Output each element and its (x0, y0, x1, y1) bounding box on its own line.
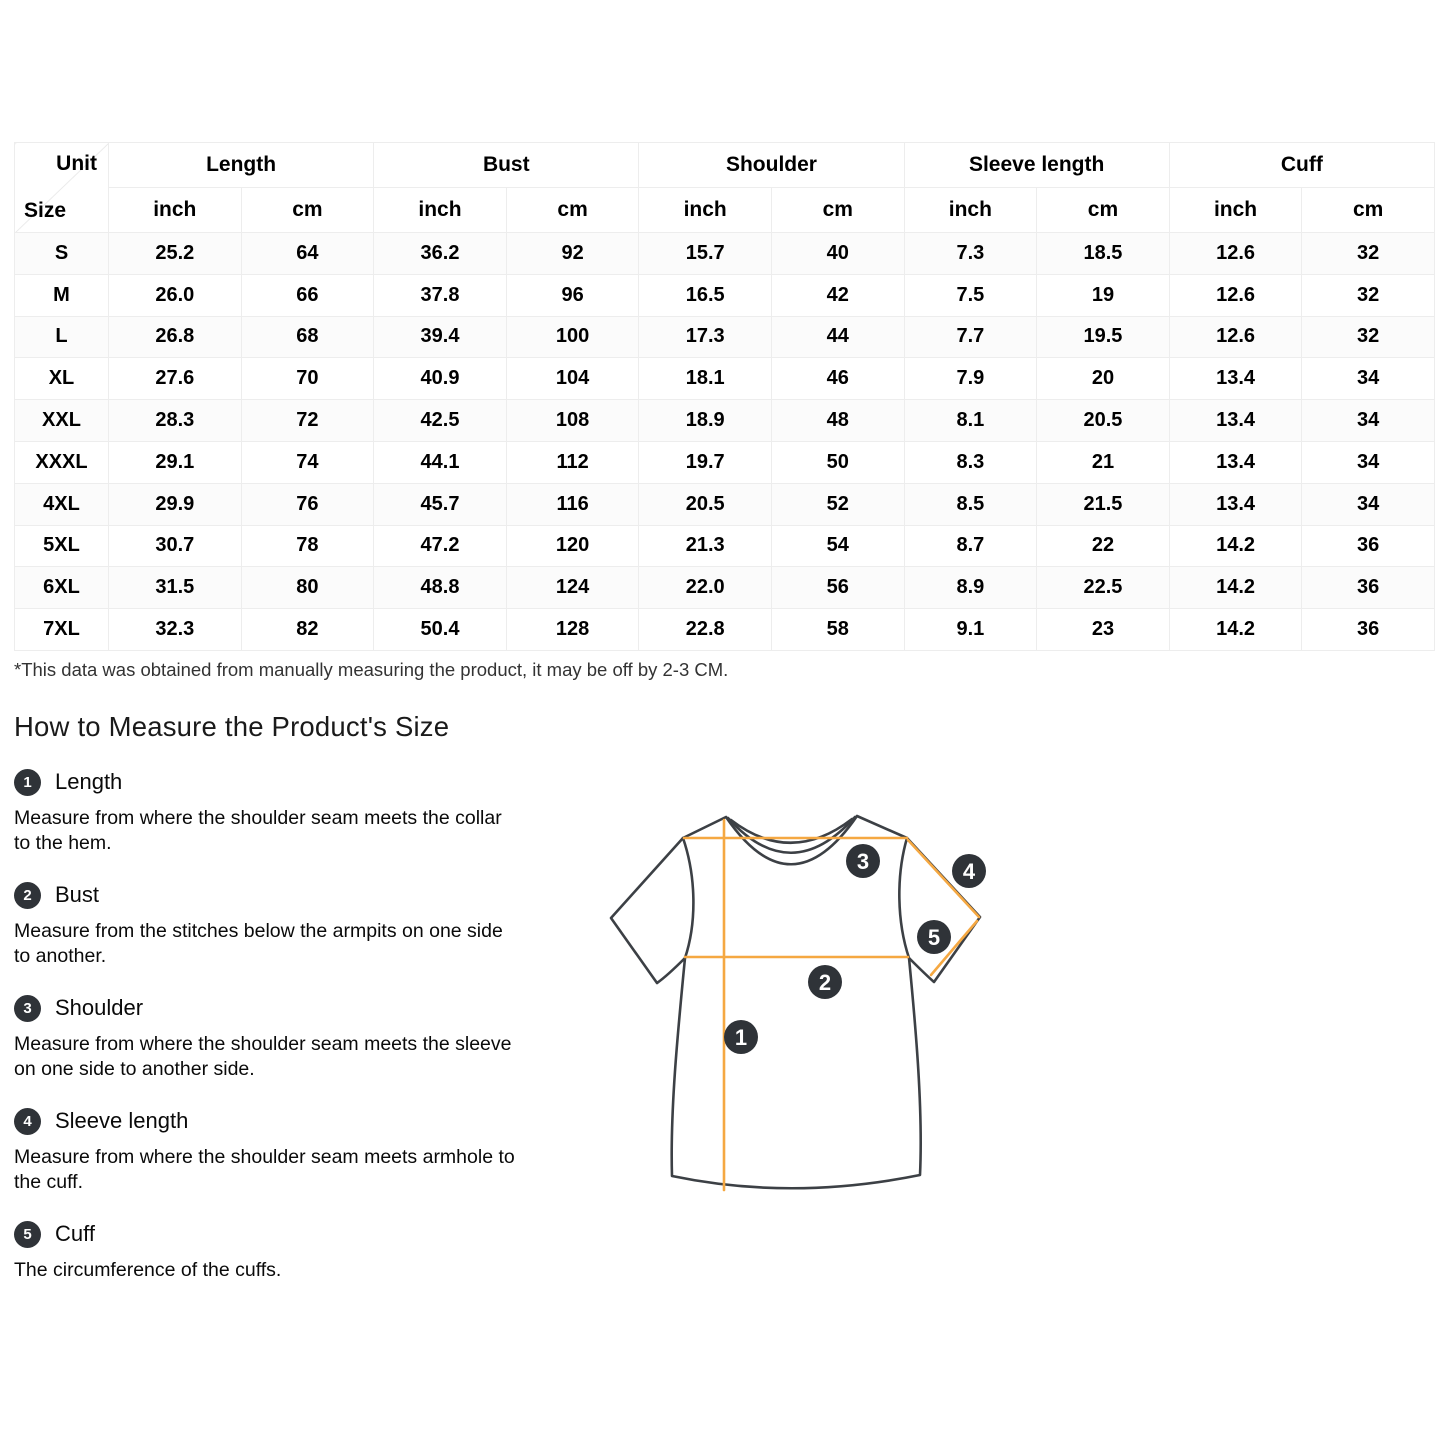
unit-header: inch (109, 188, 242, 233)
measurement-cell: 15.7 (639, 233, 772, 275)
measurement-cell: 16.5 (639, 274, 772, 316)
measurement-cell: 26.8 (109, 316, 242, 358)
measurement-cell: 21.3 (639, 525, 772, 567)
size-label: XL (15, 358, 109, 400)
measurement-cell: 27.6 (109, 358, 242, 400)
size-label: L (15, 316, 109, 358)
measurement-cell: 19.5 (1037, 316, 1170, 358)
unit-header: inch (1169, 188, 1302, 233)
measurement-cell: 36 (1302, 609, 1435, 651)
measurement-cell: 7.5 (904, 274, 1037, 316)
measure-item-description: The circumference of the cuffs. (14, 1259, 282, 1281)
measurement-cell: 54 (771, 525, 904, 567)
unit-header: inch (639, 188, 772, 233)
measurement-cell: 45.7 (374, 483, 507, 525)
measurement-cell: 40 (771, 233, 904, 275)
measurement-disclaimer: *This data was obtained from manually measuring the product, it may be off by 2-3 CM. (14, 659, 729, 680)
measurement-cell: 21 (1037, 441, 1170, 483)
tshirt-outline-icon (611, 816, 980, 1188)
badge-1-number: 1 (734, 1025, 748, 1050)
measurement-cell: 78 (241, 525, 374, 567)
measurement-cell: 36 (1302, 525, 1435, 567)
measurement-cell: 31.5 (109, 567, 242, 609)
measurement-cell: 46 (771, 358, 904, 400)
how-to-measure-heading: How to Measure the Product's Size (14, 711, 450, 742)
measurement-cell: 34 (1302, 400, 1435, 442)
size-label: XXL (15, 400, 109, 442)
size-label: 7XL (15, 609, 109, 651)
table-row (15, 525, 1435, 567)
measurement-cell: 34 (1302, 441, 1435, 483)
measure-item-label: Length (55, 769, 123, 794)
badge-2-number: 2 (818, 970, 832, 995)
table-row (15, 609, 1435, 651)
numbered-badge-icon: 3 (14, 995, 41, 1022)
corner-unit-label: Unit (56, 152, 97, 175)
measurement-cell: 76 (241, 483, 374, 525)
measurement-cell: 22.0 (639, 567, 772, 609)
measurement-cell: 26.0 (109, 274, 242, 316)
table-row (15, 441, 1435, 483)
measurement-cell: 104 (506, 358, 639, 400)
measure-instructions-list (14, 766, 534, 1306)
measurement-cell: 52 (771, 483, 904, 525)
table-row (15, 316, 1435, 358)
measure-item-title (14, 1105, 534, 1137)
table-row (15, 400, 1435, 442)
measurement-cell: 21.5 (1037, 483, 1170, 525)
measurement-cell: 66 (241, 274, 374, 316)
measurement-cell: 20 (1037, 358, 1170, 400)
size-label: 6XL (15, 567, 109, 609)
measurement-cell: 17.3 (639, 316, 772, 358)
measure-instruction-item (14, 1105, 534, 1195)
table-row (15, 358, 1435, 400)
measurement-cell: 50 (771, 441, 904, 483)
measure-instruction-item (14, 766, 534, 856)
measure-item-label: Bust (55, 882, 100, 907)
measure-instruction-item (14, 992, 534, 1082)
measurement-cell: 14.2 (1169, 567, 1302, 609)
measurement-cell: 47.2 (374, 525, 507, 567)
numbered-badge-icon: 5 (14, 1221, 41, 1248)
measurement-cell: 48.8 (374, 567, 507, 609)
measure-item-description: Measure from where the shoulder seam meets the collar to the hem. (14, 807, 502, 854)
measurement-cell: 29.1 (109, 441, 242, 483)
measurement-cell: 56 (771, 567, 904, 609)
measure-item-title (14, 1218, 534, 1250)
measurement-cell: 44.1 (374, 441, 507, 483)
measurement-cell: 7.9 (904, 358, 1037, 400)
measurement-cell: 74 (241, 441, 374, 483)
measure-item-title (14, 879, 534, 911)
measurement-cell: 12.6 (1169, 316, 1302, 358)
measurement-cell: 50.4 (374, 609, 507, 651)
table-row (15, 233, 1435, 275)
measurement-cell: 34 (1302, 358, 1435, 400)
measurement-cell: 48 (771, 400, 904, 442)
measurement-cell: 70 (241, 358, 374, 400)
measurement-cell: 23 (1037, 609, 1170, 651)
measurement-cell: 7.7 (904, 316, 1037, 358)
measurement-cell: 124 (506, 567, 639, 609)
measurement-cell: 19 (1037, 274, 1170, 316)
column-group-cuff: Cuff (1169, 143, 1434, 188)
measurement-cell: 42 (771, 274, 904, 316)
measurement-cell: 120 (506, 525, 639, 567)
corner-size-label: Size (24, 199, 67, 222)
measurement-cell: 8.5 (904, 483, 1037, 525)
measurement-cell: 82 (241, 609, 374, 651)
unit-header: cm (1037, 188, 1170, 233)
measure-instruction-item (14, 879, 534, 969)
unit-header: cm (1302, 188, 1435, 233)
measurement-cell: 29.9 (109, 483, 242, 525)
unit-header: cm (506, 188, 639, 233)
size-label: 5XL (15, 525, 109, 567)
measure-item-description: Measure from where the shoulder seam meets the sleeve on one side to another side. (14, 1033, 512, 1080)
measurement-cell: 96 (506, 274, 639, 316)
measurement-cell: 39.4 (374, 316, 507, 358)
measure-item-description: Measure from the stitches below the armpits on one side to another. (14, 920, 503, 967)
measurement-cell: 20.5 (639, 483, 772, 525)
measurement-cell: 36 (1302, 567, 1435, 609)
measurement-cell: 42.5 (374, 400, 507, 442)
measurement-cell: 72 (241, 400, 374, 442)
measurement-cell: 80 (241, 567, 374, 609)
unit-header: cm (241, 188, 374, 233)
measurement-cell: 9.1 (904, 609, 1037, 651)
measurement-cell: 32 (1302, 233, 1435, 275)
measurement-cell: 13.4 (1169, 358, 1302, 400)
size-table-body (15, 233, 1435, 651)
measurement-cell: 34 (1302, 483, 1435, 525)
measurement-cell: 28.3 (109, 400, 242, 442)
measurement-cell: 112 (506, 441, 639, 483)
measurement-cell: 68 (241, 316, 374, 358)
measurement-cell: 7.3 (904, 233, 1037, 275)
measurement-cell: 36.2 (374, 233, 507, 275)
measurement-cell: 108 (506, 400, 639, 442)
measurement-cell: 12.6 (1169, 274, 1302, 316)
measurement-cell: 44 (771, 316, 904, 358)
corner-unit-size-cell (15, 143, 109, 233)
measurement-cell: 19.7 (639, 441, 772, 483)
unit-header: inch (374, 188, 507, 233)
numbered-badge-icon: 4 (14, 1108, 41, 1135)
measurement-cell: 14.2 (1169, 525, 1302, 567)
badge-5-number: 5 (927, 925, 941, 950)
measurement-cell: 64 (241, 233, 374, 275)
measurement-cell: 13.4 (1169, 441, 1302, 483)
numbered-badge-icon: 2 (14, 882, 41, 909)
measurement-cell: 12.6 (1169, 233, 1302, 275)
measure-item-label: Cuff (55, 1221, 95, 1246)
measure-item-title (14, 992, 534, 1024)
measure-item-label: Shoulder (55, 995, 144, 1020)
measurement-cell: 37.8 (374, 274, 507, 316)
measurement-cell: 116 (506, 483, 639, 525)
measurement-cell: 18.1 (639, 358, 772, 400)
measurement-cell: 58 (771, 609, 904, 651)
unit-header-row (15, 188, 1435, 233)
size-label: S (15, 233, 109, 275)
table-row (15, 483, 1435, 525)
measurement-cell: 18.5 (1037, 233, 1170, 275)
unit-header: inch (904, 188, 1037, 233)
measurement-cell: 40.9 (374, 358, 507, 400)
column-group-bust: Bust (374, 143, 639, 188)
measurement-cell: 22 (1037, 525, 1170, 567)
measurement-cell: 100 (506, 316, 639, 358)
measurement-cell: 128 (506, 609, 639, 651)
table-row (15, 274, 1435, 316)
measurement-cell: 14.2 (1169, 609, 1302, 651)
measurement-cell: 92 (506, 233, 639, 275)
numbered-badge-icon: 1 (14, 769, 41, 796)
measurement-cell: 8.9 (904, 567, 1037, 609)
measurement-cell: 32.3 (109, 609, 242, 651)
size-label: XXXL (15, 441, 109, 483)
measurement-cell: 13.4 (1169, 483, 1302, 525)
measurement-cell: 32 (1302, 316, 1435, 358)
measurement-cell: 25.2 (109, 233, 242, 275)
measurement-cell: 18.9 (639, 400, 772, 442)
size-chart-table (14, 142, 1435, 651)
measure-instruction-item (14, 1218, 534, 1283)
unit-header: cm (771, 188, 904, 233)
column-group-shoulder: Shoulder (639, 143, 904, 188)
measurement-cell: 8.7 (904, 525, 1037, 567)
table-row (15, 567, 1435, 609)
size-label: M (15, 274, 109, 316)
badge-4-number: 4 (962, 859, 976, 884)
measurement-cell: 22.8 (639, 609, 772, 651)
measurement-cell: 13.4 (1169, 400, 1302, 442)
measure-item-title (14, 766, 534, 798)
column-group-sleeve-length: Sleeve length (904, 143, 1169, 188)
measure-item-label: Sleeve length (55, 1108, 189, 1133)
badge-3-number: 3 (856, 849, 870, 874)
tshirt-measurement-diagram (560, 780, 1020, 1240)
measure-item-description: Measure from where the shoulder seam meets armhole to the cuff. (14, 1146, 515, 1193)
measurement-cell: 30.7 (109, 525, 242, 567)
measurement-cell: 20.5 (1037, 400, 1170, 442)
column-group-length: Length (109, 143, 374, 188)
measurement-cell: 22.5 (1037, 567, 1170, 609)
measurement-cell: 8.3 (904, 441, 1037, 483)
measurement-cell: 8.1 (904, 400, 1037, 442)
measurement-cell: 32 (1302, 274, 1435, 316)
size-label: 4XL (15, 483, 109, 525)
